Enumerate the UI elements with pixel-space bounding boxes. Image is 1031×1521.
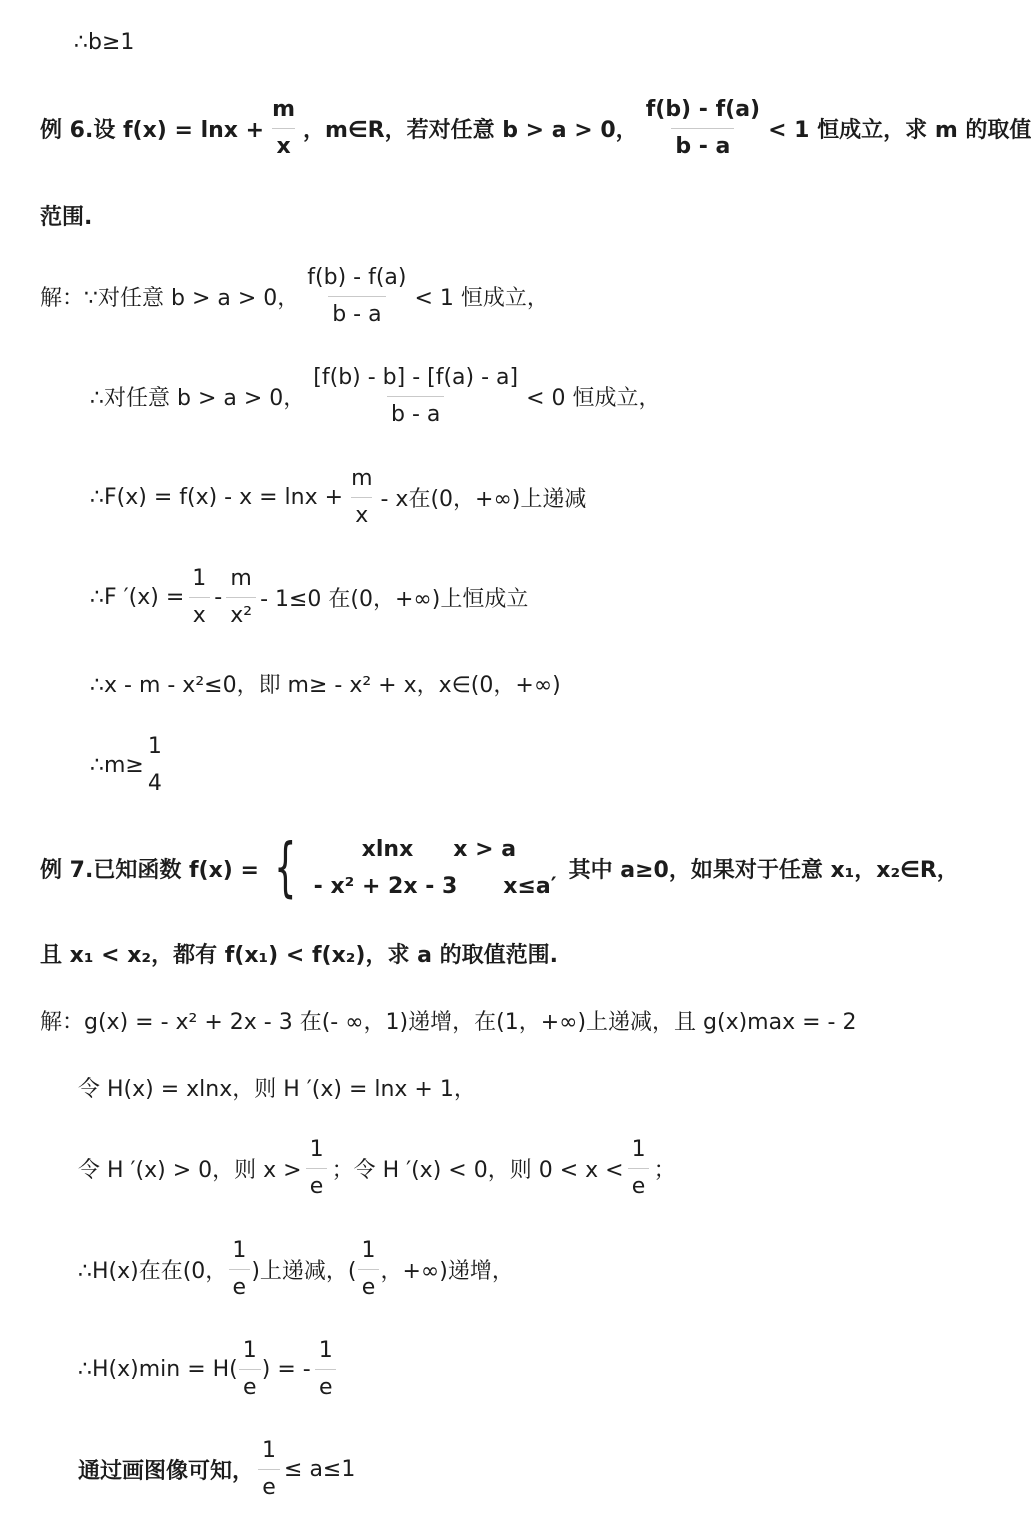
solution-6-step-2: ∴对任意 b > a > 0， $\frac{[f(b) - b] - [f(a) - a]}{b - a}$ < 0 恒成立， [90,365,661,427]
fraction: $\frac{1}{e}$ [228,1239,250,1298]
solution-7-step-1: 解：g(x) = - x² + 2x - 3 在(- ∞，1)递增，在(1，+∞)上递减，且 g(x)max = - 2 [40,1010,857,1035]
fraction: $\frac{1}{e}$ [258,1439,280,1498]
solution-6-step-4: ∴F ′(x) = $\frac{1}{x}$ - $\frac{m}{\text{x²}}$ - 1≤0 在(0，+∞)上恒成立 [90,566,529,628]
fraction: $\frac{1}{e}$ [628,1138,650,1197]
example-6-statement: 例 6.设 f(x) = lnx + $\frac{m}{x}$ ，m∈R，若对任意 b > a > 0， $\frac{f(b) - f(a)}{b - a}$ < 1 恒成立，求 m 的取值 [40,97,1031,159]
solution-7-step-4: ∴H(x)在在(0， $\frac{1}{e}$ )上递减，( $\frac{1}{e}$ ，+∞)递增， [78,1238,514,1300]
left-brace-icon: { [274,831,297,905]
fraction: $\frac{m}{\text{x²}}$ [226,567,256,626]
example-7-statement-continued: 且 x₁ < x₂，都有 f(x₁) < f(x₂)，求 a 的取值范围. [40,943,559,968]
solution-6-step-5: ∴x - m - x²≤0，即 m≥ - x² + x，x∈(0，+∞) [90,673,561,698]
fraction: $\frac{1}{x}$ [188,567,210,626]
fraction: $\frac{[f(b) - b] - [f(a) - a]}{b - a}$ [313,365,519,427]
fraction: $\frac{1}{e}$ [315,1339,337,1398]
fraction-m-over-x: $\frac{m}{x}$ [272,97,296,159]
solution-conclusion-b: ∴b≥1 [74,30,135,55]
fraction: $\frac{f(b) - f(a)}{b - a}$ [307,265,407,327]
solution-7-step-2: 令 H(x) = xlnx，则 H ′(x) = lnx + 1， [78,1077,476,1102]
example-6-statement-continued: 范围. [40,205,93,230]
example-7-statement: 例 7.已知函数 f(x) = { xlnx x > a - x² + 2x - 3 x≤a′ 其中 a≥0，如果对于任意 x₁，x₂∈R， [40,831,959,905]
solution-7-conclusion: 通过画图像可知， $\frac{1}{e}$ ≤ a≤1 [78,1438,356,1500]
fraction: $\frac{1}{e}$ [239,1339,261,1398]
fraction: $\frac{1}{4}$ [144,735,166,794]
solution-6-step-3: ∴F(x) = f(x) - x = lnx + $\frac{m}{x}$ - x在(0，+∞)上递减 [90,466,587,528]
solution-6-step-1: 解：∵对任意 b > a > 0， $\frac{f(b) - f(a)}{b - a}$ < 1 恒成立， [40,265,549,327]
solution-7-step-3: 令 H ′(x) > 0，则 x > $\frac{1}{e}$ ；令 H ′(x) < 0，则 0 < x < $\frac{1}{e}$ ； [78,1137,676,1199]
fraction: $\frac{m}{x}$ [351,466,373,528]
solution-6-result: ∴m≥ $\frac{1}{4}$ [90,732,170,798]
solution-7-step-5: ∴H(x)min = H( $\frac{1}{e}$ ) = - $\frac{1}{e}$ [78,1336,341,1402]
difference-quotient-fraction: $\frac{f(b) - f(a)}{b - a}$ [645,97,761,159]
piecewise-cases: xlnx x > a - x² + 2x - 3 x≤a′ [313,837,557,899]
fraction: $\frac{1}{e}$ [306,1138,328,1197]
fraction: $\frac{1}{e}$ [357,1239,379,1298]
